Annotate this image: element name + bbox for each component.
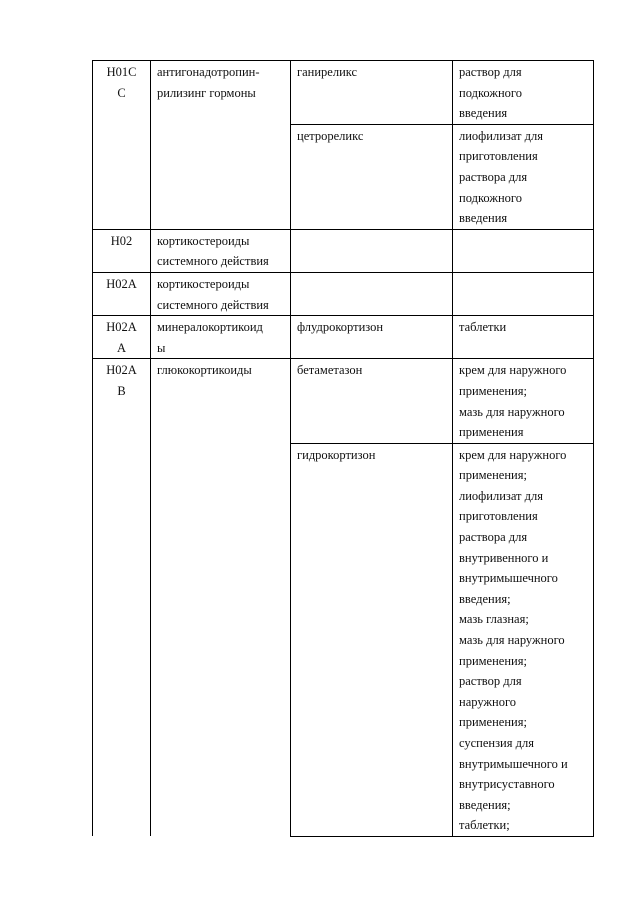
atc-code-cell: H02A B	[93, 359, 151, 837]
group-name-cell: глюкокортикоиды	[151, 359, 291, 837]
drug-name-cell: гидрокортизон	[291, 443, 453, 836]
atc-code-cell: H02A	[93, 272, 151, 315]
group-name-cell: антигонадотропин- рилизинг гормоны	[151, 61, 291, 230]
table-row	[93, 359, 594, 443]
dosage-form-cell: крем для наружного применения; мазь для наружного применения	[453, 359, 594, 443]
group-name-cell: кортикостероиды системного действия	[151, 272, 291, 315]
table-row	[93, 229, 594, 272]
dosage-form-cell	[453, 229, 594, 272]
table-row	[93, 61, 594, 125]
group-name-cell: минералокортикоид ы	[151, 316, 291, 359]
drug-name-cell: флудрокортизон	[291, 316, 453, 359]
drug-classification-table	[92, 60, 594, 837]
dosage-form-cell	[453, 272, 594, 315]
dosage-form-cell: таблетки	[453, 316, 594, 359]
drug-name-cell: бетаметазон	[291, 359, 453, 443]
drug-name-cell: ганиреликс	[291, 61, 453, 125]
drug-name-cell: цетрореликс	[291, 124, 453, 229]
atc-code-cell: H01C C	[93, 61, 151, 230]
dosage-form-cell: раствор для подкожного введения	[453, 61, 594, 125]
group-name-cell: кортикостероиды системного действия	[151, 229, 291, 272]
drug-name-cell	[291, 229, 453, 272]
dosage-form-cell: крем для наружного применения; лиофилизат для приготовления раствора для внутривенного и внутримышечного введения; мазь глазная; мазь для наружного применения; раствор для наружного применения; суспензия для внутримышечного и внутрисуставного введения; таблетки;	[453, 443, 594, 836]
table-row	[93, 316, 594, 359]
dosage-form-cell: лиофилизат для приготовления раствора для подкожного введения	[453, 124, 594, 229]
table-row	[93, 272, 594, 315]
atc-code-cell: H02A A	[93, 316, 151, 359]
drug-name-cell	[291, 272, 453, 315]
atc-code-cell: H02	[93, 229, 151, 272]
